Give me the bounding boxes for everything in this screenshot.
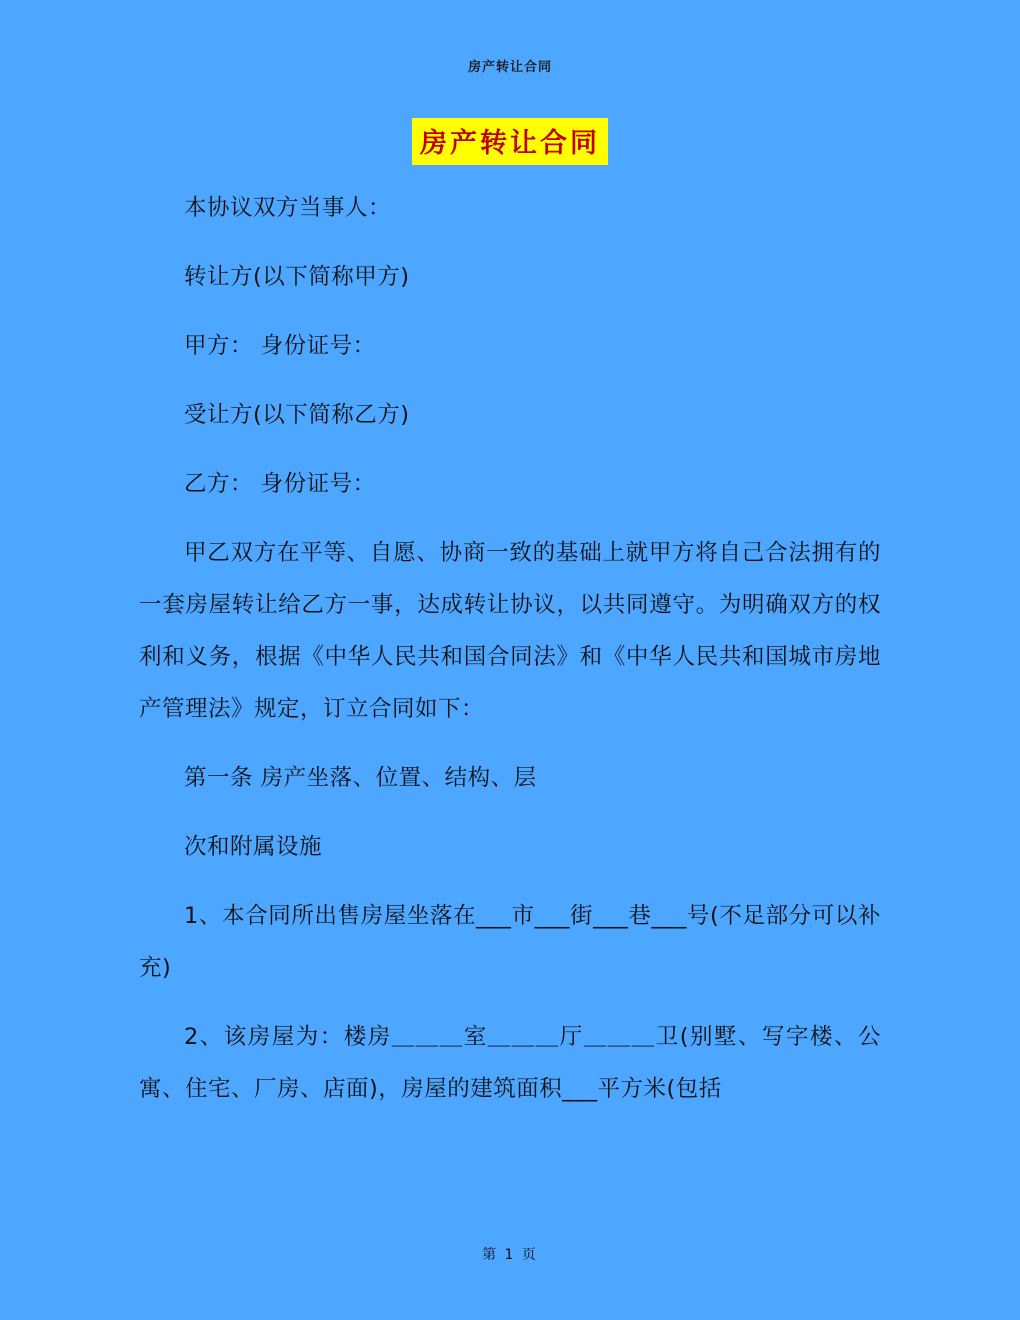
page-footer: 第 1 页 — [482, 1247, 538, 1263]
paragraph: 转让方(以下简称甲方) — [184, 264, 410, 290]
paragraph: 1、本合同所出售房屋坐落在___市___街___巷___号(不足部分可以补充) — [139, 903, 881, 981]
paragraph: 第一条 房产坐落、位置、结构、层 — [184, 765, 537, 791]
paragraph: 乙方： 身份证号： — [184, 471, 376, 497]
running-header: 房产转让合同 — [467, 60, 552, 75]
page-title — [0, 118, 1020, 165]
paragraph: 受让方(以下简称乙方) — [184, 402, 410, 428]
page-title-text: 房产转让合同 — [412, 118, 608, 165]
paragraph: 2、该房屋为：楼房＿＿＿室＿＿＿厅＿＿＿卫(别墅、写字楼、公寓、住宅、厂房、店面)，房屋的建筑面积___平方米(包括 — [139, 1024, 881, 1102]
paragraph: 甲乙双方在平等、自愿、协商一致的基础上就甲方将自己合法拥有的一套房屋转让给乙方一事，达成转让协议，以共同遵守。为明确双方的权利和义务，根据《中华人民共和国合同法》和《中华人民共和国城市房地产管理法》规定，订立合同如下： — [139, 540, 881, 722]
document-body — [139, 182, 881, 1132]
paragraph: 次和附属设施 — [184, 834, 323, 860]
paragraph: 本协议双方当事人： — [184, 195, 392, 221]
paragraph: 甲方： 身份证号： — [184, 333, 376, 359]
